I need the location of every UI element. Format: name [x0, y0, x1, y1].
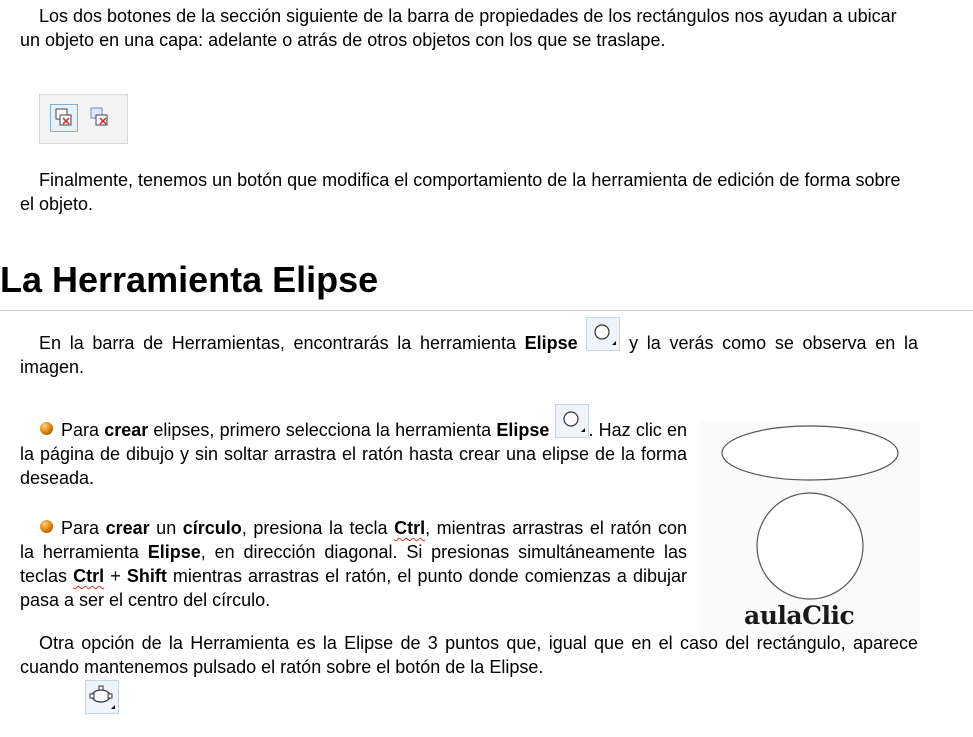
ellipse-shape	[722, 426, 898, 480]
bring-to-front-button[interactable]	[50, 104, 78, 132]
send-to-back-button[interactable]	[86, 104, 114, 132]
section-divider	[0, 310, 973, 311]
intro-paragraph: Los dos botones de la sección siguiente de la barra de propiedades de los rectángulos nos ayudan a ubicar un objeto en una capa: adelante o atrás de otros objetos con los que se traslape.	[20, 6, 897, 50]
edit-behavior-paragraph: Finalmente, tenemos un botón que modifica el comportamiento de la herramienta de edición de forma sobre el objeto.	[20, 170, 901, 214]
circle-shape	[757, 493, 863, 599]
three-point-ellipse-tool-button[interactable]	[85, 680, 119, 714]
key-ctrl: Ctrl	[394, 518, 426, 538]
ellipse-tool-button[interactable]	[586, 317, 620, 351]
ellipse-tool-icon	[587, 318, 619, 350]
aulaclic-brand: aulaClic	[744, 601, 855, 630]
section-title: La Herramienta Elipse	[0, 259, 379, 300]
ellipse-tool-button[interactable]	[555, 404, 589, 438]
bullet-create-circle: Para crear un círculo, presiona la tecla Ctrl, mientras arrastras el ratón con la herramienta Elipse, en dirección diagonal. Si presionas simultáneamente las teclas Ctrl + Shift mientras arrastras el ratón, el punto donde comienzas a dibujar pasa a ser el centro del círculo.	[20, 518, 688, 610]
ellipse-tool-paragraph: En la barra de Herramientas, encontrarás la herramienta Elipse y la verás como se observa en la imagen.	[20, 317, 918, 379]
key-shift: Shift	[126, 566, 167, 586]
ellipse-tool-icon	[556, 405, 588, 437]
send-to-back-icon	[86, 104, 112, 130]
three-point-ellipse-paragraph: Otra opción de la Herramienta es la Elipse de 3 puntos que, igual que en el caso del rectángulo, aparece cuando mantenemos pulsado el ratón sobre el botón de la Elipse.	[20, 633, 918, 677]
orange-bullet-icon	[40, 520, 53, 533]
order-buttons-toolbar	[39, 94, 128, 144]
bullet-create-ellipse: Para crear elipses, primero selecciona la herramienta Elipse . Haz clic en la página de dibujo y sin soltar arrastra el ratón hasta crear una elipse de la forma deseada.	[20, 404, 687, 490]
key-ctrl: Ctrl	[73, 566, 105, 586]
three-point-ellipse-tool-icon	[86, 681, 118, 713]
orange-bullet-icon	[40, 422, 53, 435]
bring-to-front-icon	[51, 105, 77, 131]
